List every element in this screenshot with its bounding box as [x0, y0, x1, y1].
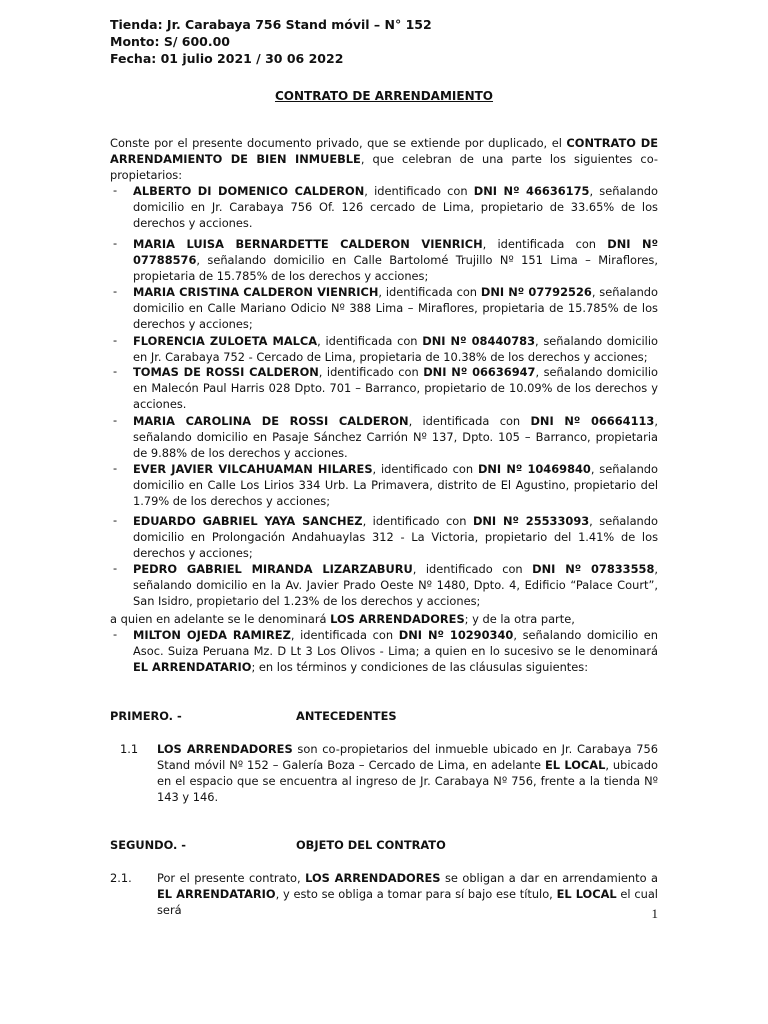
owner-dni: DNI Nº 07792526 — [480, 285, 592, 299]
owner-text — [133, 284, 658, 332]
owner-text-a: , identificada con — [317, 334, 423, 348]
clause-number: 1.1 — [120, 742, 139, 756]
tenant-dni: DNI Nº 10290340 — [398, 628, 514, 642]
owner-text-a: , identificada con — [482, 237, 608, 251]
bullet: - — [113, 183, 118, 197]
owner-name: MARIA CAROLINA DE ROSSI CALDERON — [133, 414, 409, 428]
arrendadores-term: LOS ARRENDADORES — [157, 742, 293, 756]
clause-text-2: , ubicado en el espacio que se encuentra al ingreso de Jr. Carabaya Nº 756, frente a la tienda Nº 143 y 146. — [157, 758, 658, 804]
document-title: CONTRATO DE ARRENDAMIENTO — [274, 89, 494, 103]
bullet: - — [113, 413, 118, 427]
tenant-name: MILTON OJEDA RAMIREZ — [133, 628, 291, 642]
owner-name: TOMAS DE ROSSI CALDERON — [133, 365, 319, 379]
owner-text — [133, 333, 658, 365]
intro-text-2: , que celebran de una parte los siguientes co-propietarios: — [110, 152, 658, 182]
arrendadores-term: LOS ARRENDADORES — [305, 871, 441, 885]
owner-name: EVER JAVIER VILCAHUAMAN HILARES — [133, 462, 373, 476]
owner-dni: DNI Nº 46636175 — [473, 184, 590, 198]
intro-text: Conste por el presente documento privado, que se extiende por duplicado, el — [110, 136, 567, 150]
clause-text: son co-propietarios del inmueble ubicado en Jr. Carabaya 756 Stand móvil Nº 152 – Galería Boza – Cercado de Lima, en adelante — [157, 742, 658, 772]
bullet: - — [113, 561, 118, 575]
owner-text-b: , señalando domicilio en Prolongación Andahuaylas 312 - La Victoria, propietario del 1.41% de los derechos y acciones; — [133, 514, 658, 560]
tenant-text — [133, 627, 658, 675]
owner-text-b: , señalando domicilio en Calle Bartolomé Trujillo Nº 151 Lima – Miraflores, propietaria de 15.785% de los derechos y acciones; — [133, 253, 658, 283]
clause-text: Por el presente contrato, — [157, 871, 306, 885]
owner-text-a: , identificado con — [318, 365, 424, 379]
owner-dni: DNI Nº 06636947 — [423, 365, 536, 379]
owner-text — [133, 236, 658, 284]
clause-1-1 — [157, 741, 658, 805]
bullet: - — [113, 236, 118, 250]
tenant-text-b: , señalando domicilio en Asoc. Suiza Peruana Mz. D Lt 3 Los Olivos - Lima; a quien en lo sucesivo se le denominará — [133, 628, 658, 658]
designation-text: a quien en adelante se le denominará — [110, 612, 331, 626]
owner-dni: DNI Nº 08440783 — [422, 334, 535, 348]
tenant-text-a: , identificada con — [290, 628, 399, 642]
owner-name: ALBERTO DI DOMENICO CALDERON — [133, 184, 365, 198]
owner-dni: DNI Nº 07833558 — [532, 562, 655, 576]
section-segundo-label: SEGUNDO. - — [110, 838, 187, 852]
header-date: Fecha: 01 julio 2021 / 30 06 2022 — [110, 51, 344, 66]
header-amount: Monto: S/ 600.00 — [110, 34, 230, 49]
bullet: - — [113, 513, 118, 527]
bullet: - — [113, 284, 118, 298]
tenant-role: EL ARRENDATARIO — [133, 660, 252, 674]
owner-text-a: , identificado con — [372, 462, 478, 476]
owner-name: FLORENCIA ZULOETA MALCA — [133, 334, 318, 348]
owner-dni: DNI Nº 07788576 — [133, 237, 658, 267]
local-term: EL LOCAL — [556, 887, 617, 901]
owner-text-a: , identificado con — [364, 184, 474, 198]
owner-name: MARIA CRISTINA CALDERON VIENRICH — [133, 285, 379, 299]
owner-text-b: , señalando domicilio en Malecón Paul Harris 028 Dpto. 701 – Barranco, propietario de 10.09% de los derechos y acciones. — [133, 365, 658, 411]
owner-text-b: , señalando domicilio en Jr. Carabaya 752 - Cercado de Lima, propietaria de 10.38% de los derechos y acciones; — [133, 334, 658, 364]
arrendatario-term: EL ARRENDATARIO — [157, 887, 276, 901]
section-segundo-heading: OBJETO DEL CONTRATO — [296, 838, 446, 852]
owner-text-a: , identificado con — [412, 562, 533, 576]
header-store: Tienda: Jr. Carabaya 756 Stand móvil – N° 152 — [110, 17, 432, 32]
owner-text-b: , señalando domicilio en la Av. Javier Prado Oeste Nº 1480, Dpto. 4, Edificio “Palace Court”, San Isidro, propietario del 1.23% de los derechos y acciones; — [133, 562, 658, 608]
arrendadores-term: LOS ARRENDADORES — [330, 612, 465, 626]
local-term: EL LOCAL — [545, 758, 606, 772]
owner-dni: DNI Nº 06664113 — [530, 414, 655, 428]
owner-text — [133, 461, 658, 509]
clause-text-3: , y esto se obliga a tomar para sí bajo ese título, — [275, 887, 557, 901]
owner-dni: DNI Nº 10469840 — [477, 462, 591, 476]
designation-text-2: ; y de la otra parte, — [464, 612, 575, 626]
contract-type: CONTRATO DE ARRENDAMIENTO DE BIEN INMUEBLE — [110, 136, 659, 166]
clause-text-4: el cual será — [157, 887, 658, 917]
section-primero-heading: ANTECEDENTES — [296, 709, 397, 723]
owner-text — [133, 561, 658, 609]
owner-text-b: , señalando domicilio en Jr. Carabaya 756 Of. 126 cercado de Lima, propietario de 33.65% de los derechos y acciones. — [133, 184, 658, 230]
clause-number: 2.1. — [110, 871, 132, 885]
owner-name: PEDRO GABRIEL MIRANDA LIZARZABURU — [133, 562, 413, 576]
bullet: - — [113, 364, 118, 378]
bullet: - — [113, 333, 118, 347]
owner-name: MARIA LUISA BERNARDETTE CALDERON VIENRICH — [133, 237, 483, 251]
bullet: - — [113, 461, 118, 475]
bullet: - — [113, 627, 118, 641]
owner-text — [133, 183, 658, 231]
owner-text-a: , identificada con — [408, 414, 531, 428]
clause-2-1 — [157, 870, 658, 918]
owner-text-b: , señalando domicilio en Pasaje Sánchez Carrión Nº 137, Dpto. 105 – Barranco, propietaria de 9.88% de los derechos y acciones. — [133, 414, 658, 460]
owner-text — [133, 364, 658, 412]
page-number: 1 — [651, 906, 658, 921]
owner-dni: DNI Nº 25533093 — [472, 514, 590, 528]
owner-text-b: , señalando domicilio en Calle Los Lirios 334 Urb. La Primavera, distrito de El Agustino, propietario del 1.79% de los derechos y acciones; — [133, 462, 659, 508]
tenant-text-c: ; en los términos y condiciones de las cláusulas siguientes: — [251, 660, 589, 674]
owner-name: EDUARDO GABRIEL YAYA SANCHEZ — [133, 514, 363, 528]
owner-text-a: , identificada con — [378, 285, 481, 299]
intro-paragraph — [110, 135, 658, 183]
owner-text-b: , señalando domicilio en Calle Mariano Odicio Nº 388 Lima – Miraflores, propietaria de 15.785% de los derechos y acciones; — [133, 285, 658, 331]
owner-text — [133, 513, 658, 561]
owner-text — [133, 413, 658, 461]
arrendadores-designation — [110, 611, 658, 627]
owner-text-a: , identificado con — [362, 514, 473, 528]
clause-text-2: se obligan a dar en arrendamiento a — [440, 871, 658, 885]
section-primero-label: PRIMERO. - — [110, 709, 182, 723]
